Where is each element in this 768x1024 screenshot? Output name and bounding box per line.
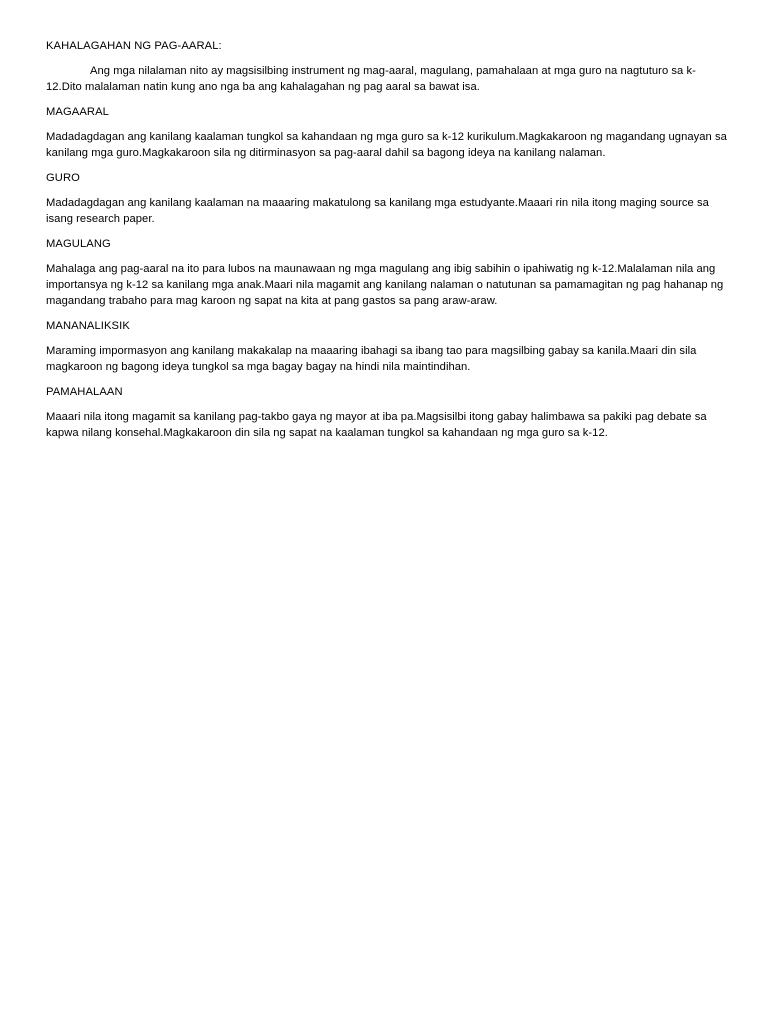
- section-heading-mananaliksik: MANANALIKSIK: [46, 320, 130, 332]
- section-body-pamahalaan: Maaari nila itong magamit sa kanilang pag-takbo gaya ng mayor at iba pa.Magsisilbi itong gabay halimbawa sa pakiki pag debate sa kapwa nilang konsehal.Magkakaroon din sila ng sapat na kaalaman tungkol sa kahandaan ng mga guro sa k-12.: [46, 411, 707, 439]
- document-title: KAHALAGAHAN NG PAG-AARAL:: [46, 40, 222, 52]
- section-body-mananaliksik: Maraming impormasyon ang kanilang makakalap na maaaring ibahagi sa ibang tao para magsilbing gabay sa kanila.Maari din sila magkaroon ng bagong ideya tungkol sa mga bagay bagay na hindi nila maintindihan.: [46, 345, 697, 373]
- intro-paragraph: Ang mga nilalaman nito ay magsisilbing instrument ng mag-aaral, magulang, pamahalaan at mga guro na nagtuturo sa k-12.Dito malalaman natin kung ano nga ba ang kahalagahan ng pag aaral sa bawat isa.: [46, 65, 696, 93]
- section-heading-guro: GURO: [46, 172, 80, 184]
- section-body-magulang: Mahalaga ang pag-aaral na ito para lubos na maunawaan ng mga magulang ang ibig sabihin o ipahiwatig ng k-12.Malalaman nila ang importansya ng k-12 sa kanilang mga anak.Maari nila magamit ang kanilang nalaman o natutunan sa pamamagitan ng pag hahanap ng magandang trabaho para mag karoon ng sapat na kita at pang gastos sa pang araw-araw.: [46, 263, 724, 307]
- section-body-guro: Madadagdagan ang kanilang kaalaman na maaaring makatulong sa kanilang mga estudyante.Maaari rin nila itong maging source sa isang research paper.: [46, 197, 709, 225]
- section-heading-magaaral: MAGAARAL: [46, 106, 109, 118]
- section-heading-magulang: MAGULANG: [46, 238, 111, 250]
- section-heading-pamahalaan: PAMAHALAAN: [46, 386, 123, 398]
- section-body-magaaral: Madadagdagan ang kanilang kaalaman tungkol sa kahandaan ng mga guro sa k-12 kurikulum.Magkakaroon ng magandang ugnayan sa kanilang mga guro.Magkakaroon sila ng ditirminasyon sa pag-aaral dahil sa bagong ideya na kanilang nalaman.: [46, 131, 727, 159]
